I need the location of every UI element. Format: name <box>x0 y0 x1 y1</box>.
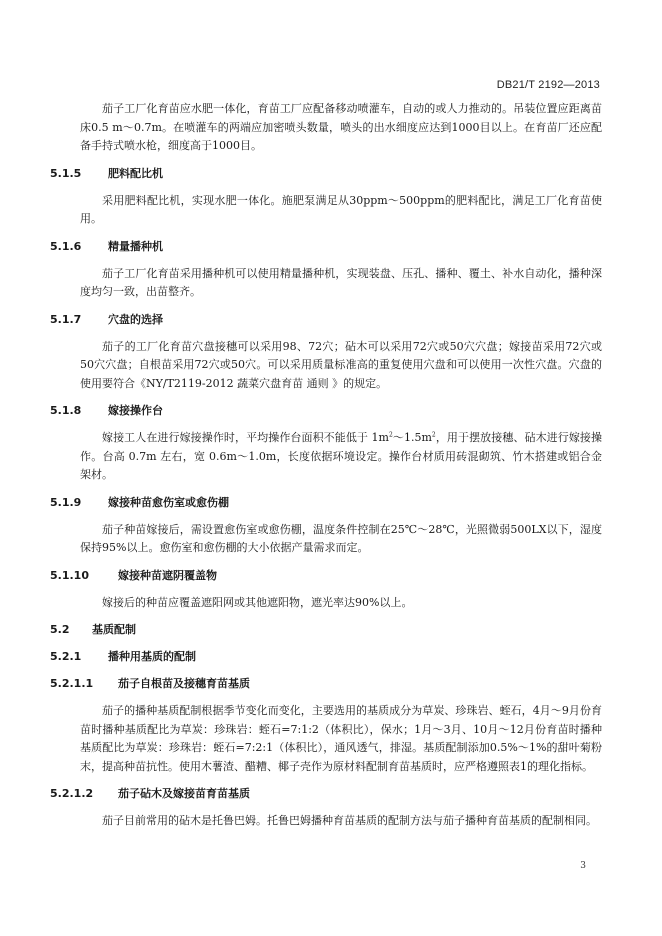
section-number: 5.1.7 <box>50 312 82 326</box>
section-5-1-6-heading <box>50 238 572 256</box>
section-number: 5.2.1.2 <box>50 787 94 800</box>
section-number: 5.1.6 <box>50 239 82 253</box>
page-number: 3 <box>580 861 586 871</box>
section-5-2-1-2-paragraph: 茄子目前常用的砧木是托鲁巴姆。托鲁巴姆播种育苗基质的配制方法与茄子播种育苗基质的配制相同。 <box>102 814 597 827</box>
document-code: DB21/T 2192—2013 <box>496 79 600 91</box>
section-number: 5.1.9 <box>50 495 82 509</box>
section-5-1-9-heading <box>50 494 572 512</box>
text-run: ～1.5m <box>392 431 432 444</box>
section-number: 5.1.8 <box>50 404 82 417</box>
section-5-1-10-paragraph: 嫁接后的种苗应覆盖遮阳网或其他遮阳物，遮光率达90%以上。 <box>102 595 413 609</box>
section-number: 5.2.1 <box>50 650 82 663</box>
section-5-1-5-heading <box>50 165 572 183</box>
section-number: 5.1.5 <box>50 166 82 180</box>
text-run: ，用于摆放接穗、砧木进行嫁接操作。台高 0.7m 左右，宽 0.6m～1.0m，长度依据环境设定。操作台材质用砖混砌筑、竹木搭建或铝合金架材。 <box>80 431 602 481</box>
section-title: 嫁接操作台 <box>108 404 163 417</box>
section-5-1-9-paragraph: 茄子种苗嫁接后，需设置愈伤室或愈伤棚，温度条件控制在25℃～28℃，光照微弱500LX以下，湿度保持95%以上。愈伤室和愈伤棚的大小依据产量需求而定。 <box>80 522 602 554</box>
section-5-2-1-1-heading <box>50 675 572 693</box>
document-body <box>50 100 602 831</box>
section-5-1-5-paragraph: 采用肥料配比机，实现水肥一体化。施肥泵满足从30ppm～500ppm的肥料配比，满足工厂化育苗使用。 <box>80 193 602 225</box>
section-5-1-7-paragraph: 茄子的工厂化育苗穴盘接穗可以采用98、72穴；砧木可以采用72穴或50穴穴盘；嫁接苗采用72穴或50穴穴盘；自根苗采用72穴或50穴。可以采用质量标准高的重复使用穴盘和可以使用一次性穴盘。穴盘的使用要符合《NY/T2119-2012 蔬菜穴盘育苗 通则 》的规定。 <box>80 339 602 390</box>
section-5-2-1-2-heading <box>50 785 572 803</box>
superscript: 2 <box>431 431 436 439</box>
section-title: 茄子自根苗及接穗育苗基质 <box>118 677 250 690</box>
section-number: 5.1.10 <box>50 568 89 582</box>
section-5-2-heading <box>50 621 572 639</box>
superscript: 2 <box>389 431 393 439</box>
section-title: 嫁接种苗遮阴覆盖物 <box>118 568 217 582</box>
section-title: 茄子砧木及嫁接苗育苗基质 <box>118 787 250 800</box>
text-run: 嫁接工人在进行嫁接操作时，平均操作台面积不能低于 1m <box>102 431 389 444</box>
section-number: 5.2 <box>50 623 70 636</box>
section-5-1-10-heading <box>50 567 572 585</box>
section-5-2-1-1-paragraph: 茄子的播种基质配制根据季节变化而变化，主要选用的基质成分为草炭、珍珠岩、蛭石，4月～9月份育苗时播种基质配比为草炭：珍珠岩：蛭石=7:1:2（体积比），保水；1月～3月、10月～12月份育苗时播种基质配比为草炭：珍珠岩：蛭石=7:2:1（体积比），通风透气，排湿。基质配制添加0.5%～1%的甜叶菊粉末，提高种苗抗性。使用木薯渣、醋糟、椰子壳作为原材料配制育苗基质时，应严格遵照表1的理化指标。 <box>80 704 602 773</box>
section-title: 基质配制 <box>92 623 136 636</box>
section-5-2-1-heading <box>50 648 572 666</box>
section-title: 嫁接种苗愈伤室或愈伤棚 <box>108 495 229 509</box>
section-number: 5.2.1.1 <box>50 677 94 690</box>
section-5-1-8-paragraph <box>80 429 602 485</box>
section-title: 肥料配比机 <box>108 166 163 180</box>
section-title: 精量播种机 <box>108 239 163 253</box>
intro-paragraph: 茄子工厂化育苗应水肥一体化，育苗工厂应配备移动喷灌车，自动的或人力推动的。吊装位置应距离苗床0.5 m～0.7m。在喷灌车的两端应加密喷头数量，喷头的出水细度应达到1000目以上。在育苗厂还应配备手持式喷水枪，细度高于1000目。 <box>80 102 602 152</box>
section-5-1-7-heading <box>50 311 572 329</box>
section-5-1-6-paragraph: 茄子工厂化育苗采用播种机可以使用精量播种机，实现装盘、压孔、播种、覆土、补水自动化，播种深度均匀一致，出苗整齐。 <box>80 266 602 298</box>
section-5-1-8-heading <box>50 402 572 420</box>
section-title: 播种用基质的配制 <box>108 650 196 663</box>
section-title: 穴盘的选择 <box>108 312 163 326</box>
